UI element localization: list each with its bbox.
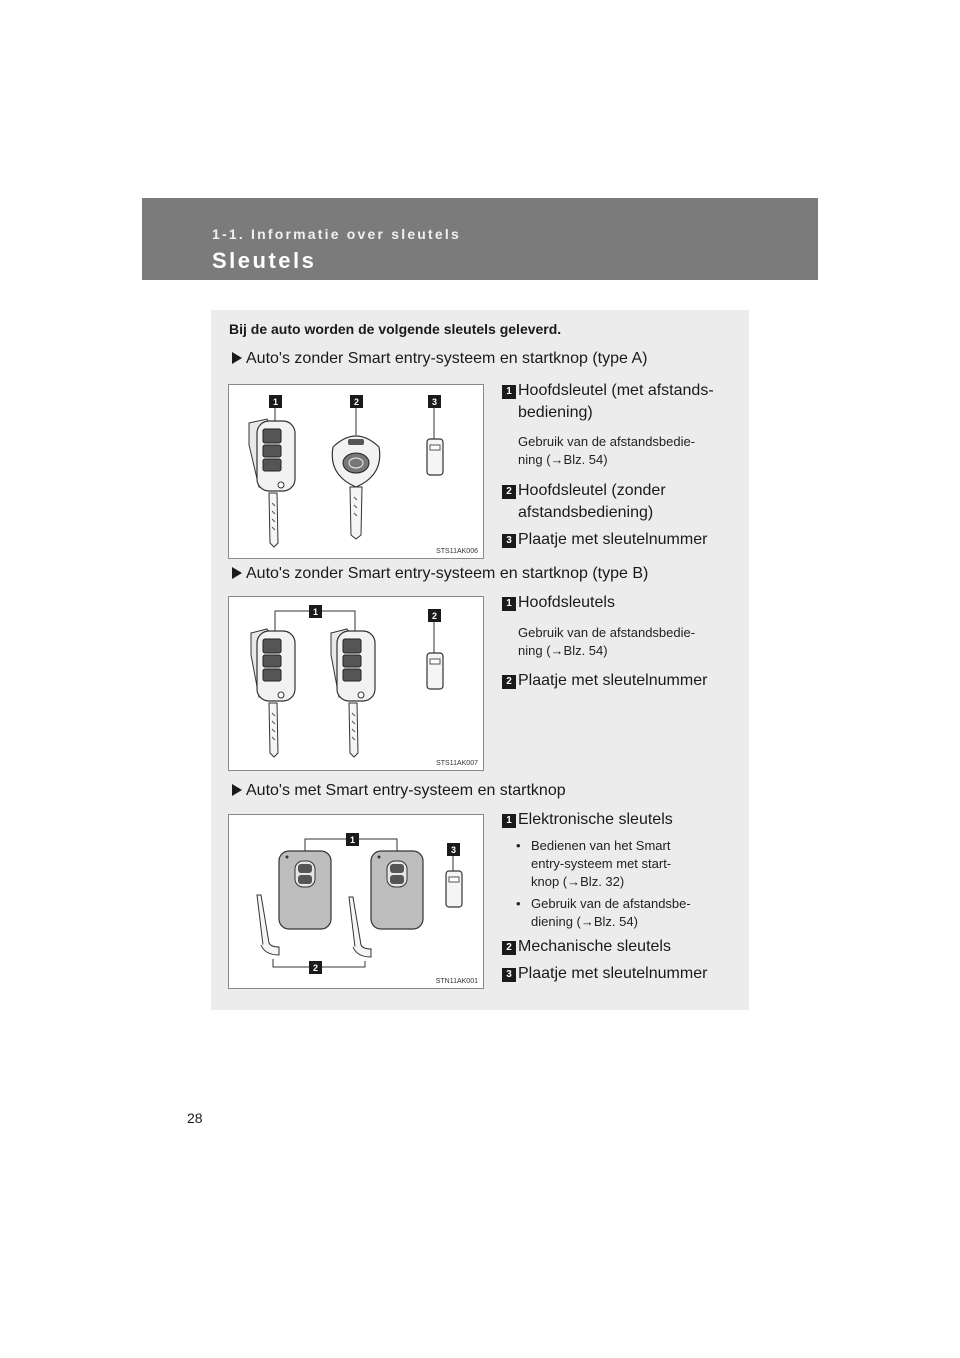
smart-key-icon xyxy=(279,851,331,929)
arrow-right-icon xyxy=(232,784,242,796)
callout-2-label: 2 xyxy=(313,963,319,973)
num-badge: 1 xyxy=(502,597,516,611)
master-key-icon xyxy=(332,436,380,539)
mechanical-key-icon xyxy=(257,895,279,955)
num-badge: 1 xyxy=(502,814,516,828)
figure-keys-type-a xyxy=(228,384,484,559)
key-number-plate-icon xyxy=(427,439,443,475)
callout-3-label: 3 xyxy=(432,397,438,407)
callout-1-label: 1 xyxy=(350,835,356,845)
callout-2-label: 2 xyxy=(432,611,438,621)
section-label: 1-1. Informatie over sleutels xyxy=(212,226,461,242)
num-badge: 3 xyxy=(502,534,516,548)
figure-keys-type-b xyxy=(228,596,484,771)
arrow-right-icon xyxy=(232,352,242,364)
num-badge: 2 xyxy=(502,941,516,955)
callout-2-label: 2 xyxy=(354,397,360,407)
callout-3-label: 3 xyxy=(451,845,457,855)
bullet-c1b: • Gebruik van de afstandsbe- diening (→Blz. 54) xyxy=(516,896,691,929)
figure-code: STN11AK001 xyxy=(435,978,478,985)
note-a1: Gebruik van de afstandsbedie- ning (→Blz. 54) xyxy=(518,434,696,467)
remote-key-icon xyxy=(331,629,375,757)
page-number: 28 xyxy=(187,1110,203,1126)
remote-key-icon xyxy=(251,629,295,757)
figure-keys-smart xyxy=(228,814,484,989)
section-heading-smart: Auto's met Smart entry-systeem en startknop xyxy=(232,782,566,800)
item-b1: 1 Hoofdsleutels xyxy=(502,592,722,614)
figure-code: STS11AK007 xyxy=(436,760,478,767)
section-header xyxy=(142,198,818,280)
item-c3: 3 Plaatje met sleutelnummer xyxy=(502,963,722,985)
figure-code: STS11AK006 xyxy=(436,548,478,555)
num-badge: 2 xyxy=(502,675,516,689)
item-a1: 1 Hoofdsleutel (met afstands- bediening) xyxy=(502,380,722,424)
remote-key-icon xyxy=(249,419,295,547)
item-a2: 2 Hoofdsleutel (zonder afstandsbediening) xyxy=(502,480,722,524)
key-number-plate-icon xyxy=(446,871,462,907)
callout-1-label: 1 xyxy=(273,397,279,407)
item-c1: 1 Elektronische sleutels xyxy=(502,809,722,831)
section-heading-type-a: Auto's zonder Smart entry-systeem en startknop (type A) xyxy=(232,350,647,368)
callout-1-label: 1 xyxy=(313,607,319,617)
num-badge: 3 xyxy=(502,968,516,982)
num-badge: 1 xyxy=(502,385,516,399)
note-b1: Gebruik van de afstandsbedie- ning (→Blz. 54) xyxy=(518,625,696,658)
item-a3: 3 Plaatje met sleutelnummer xyxy=(502,529,722,551)
page-title: Sleutels xyxy=(212,248,317,273)
intro-text: Bij de auto worden de volgende sleutels geleverd. xyxy=(229,321,562,337)
arrow-right-icon xyxy=(232,567,242,579)
bullet-c1a: • Bedienen van het Smart entry-systeem met start- knop (→Blz. 32) xyxy=(516,838,672,889)
item-b2: 2 Plaatje met sleutelnummer xyxy=(502,670,722,692)
key-number-plate-icon xyxy=(427,653,443,689)
item-c2: 2 Mechanische sleutels xyxy=(502,936,722,958)
num-badge: 2 xyxy=(502,485,516,499)
section-heading-type-b: Auto's zonder Smart entry-systeem en startknop (type B) xyxy=(232,565,648,583)
mechanical-key-icon xyxy=(349,897,371,957)
smart-key-icon xyxy=(371,851,423,929)
